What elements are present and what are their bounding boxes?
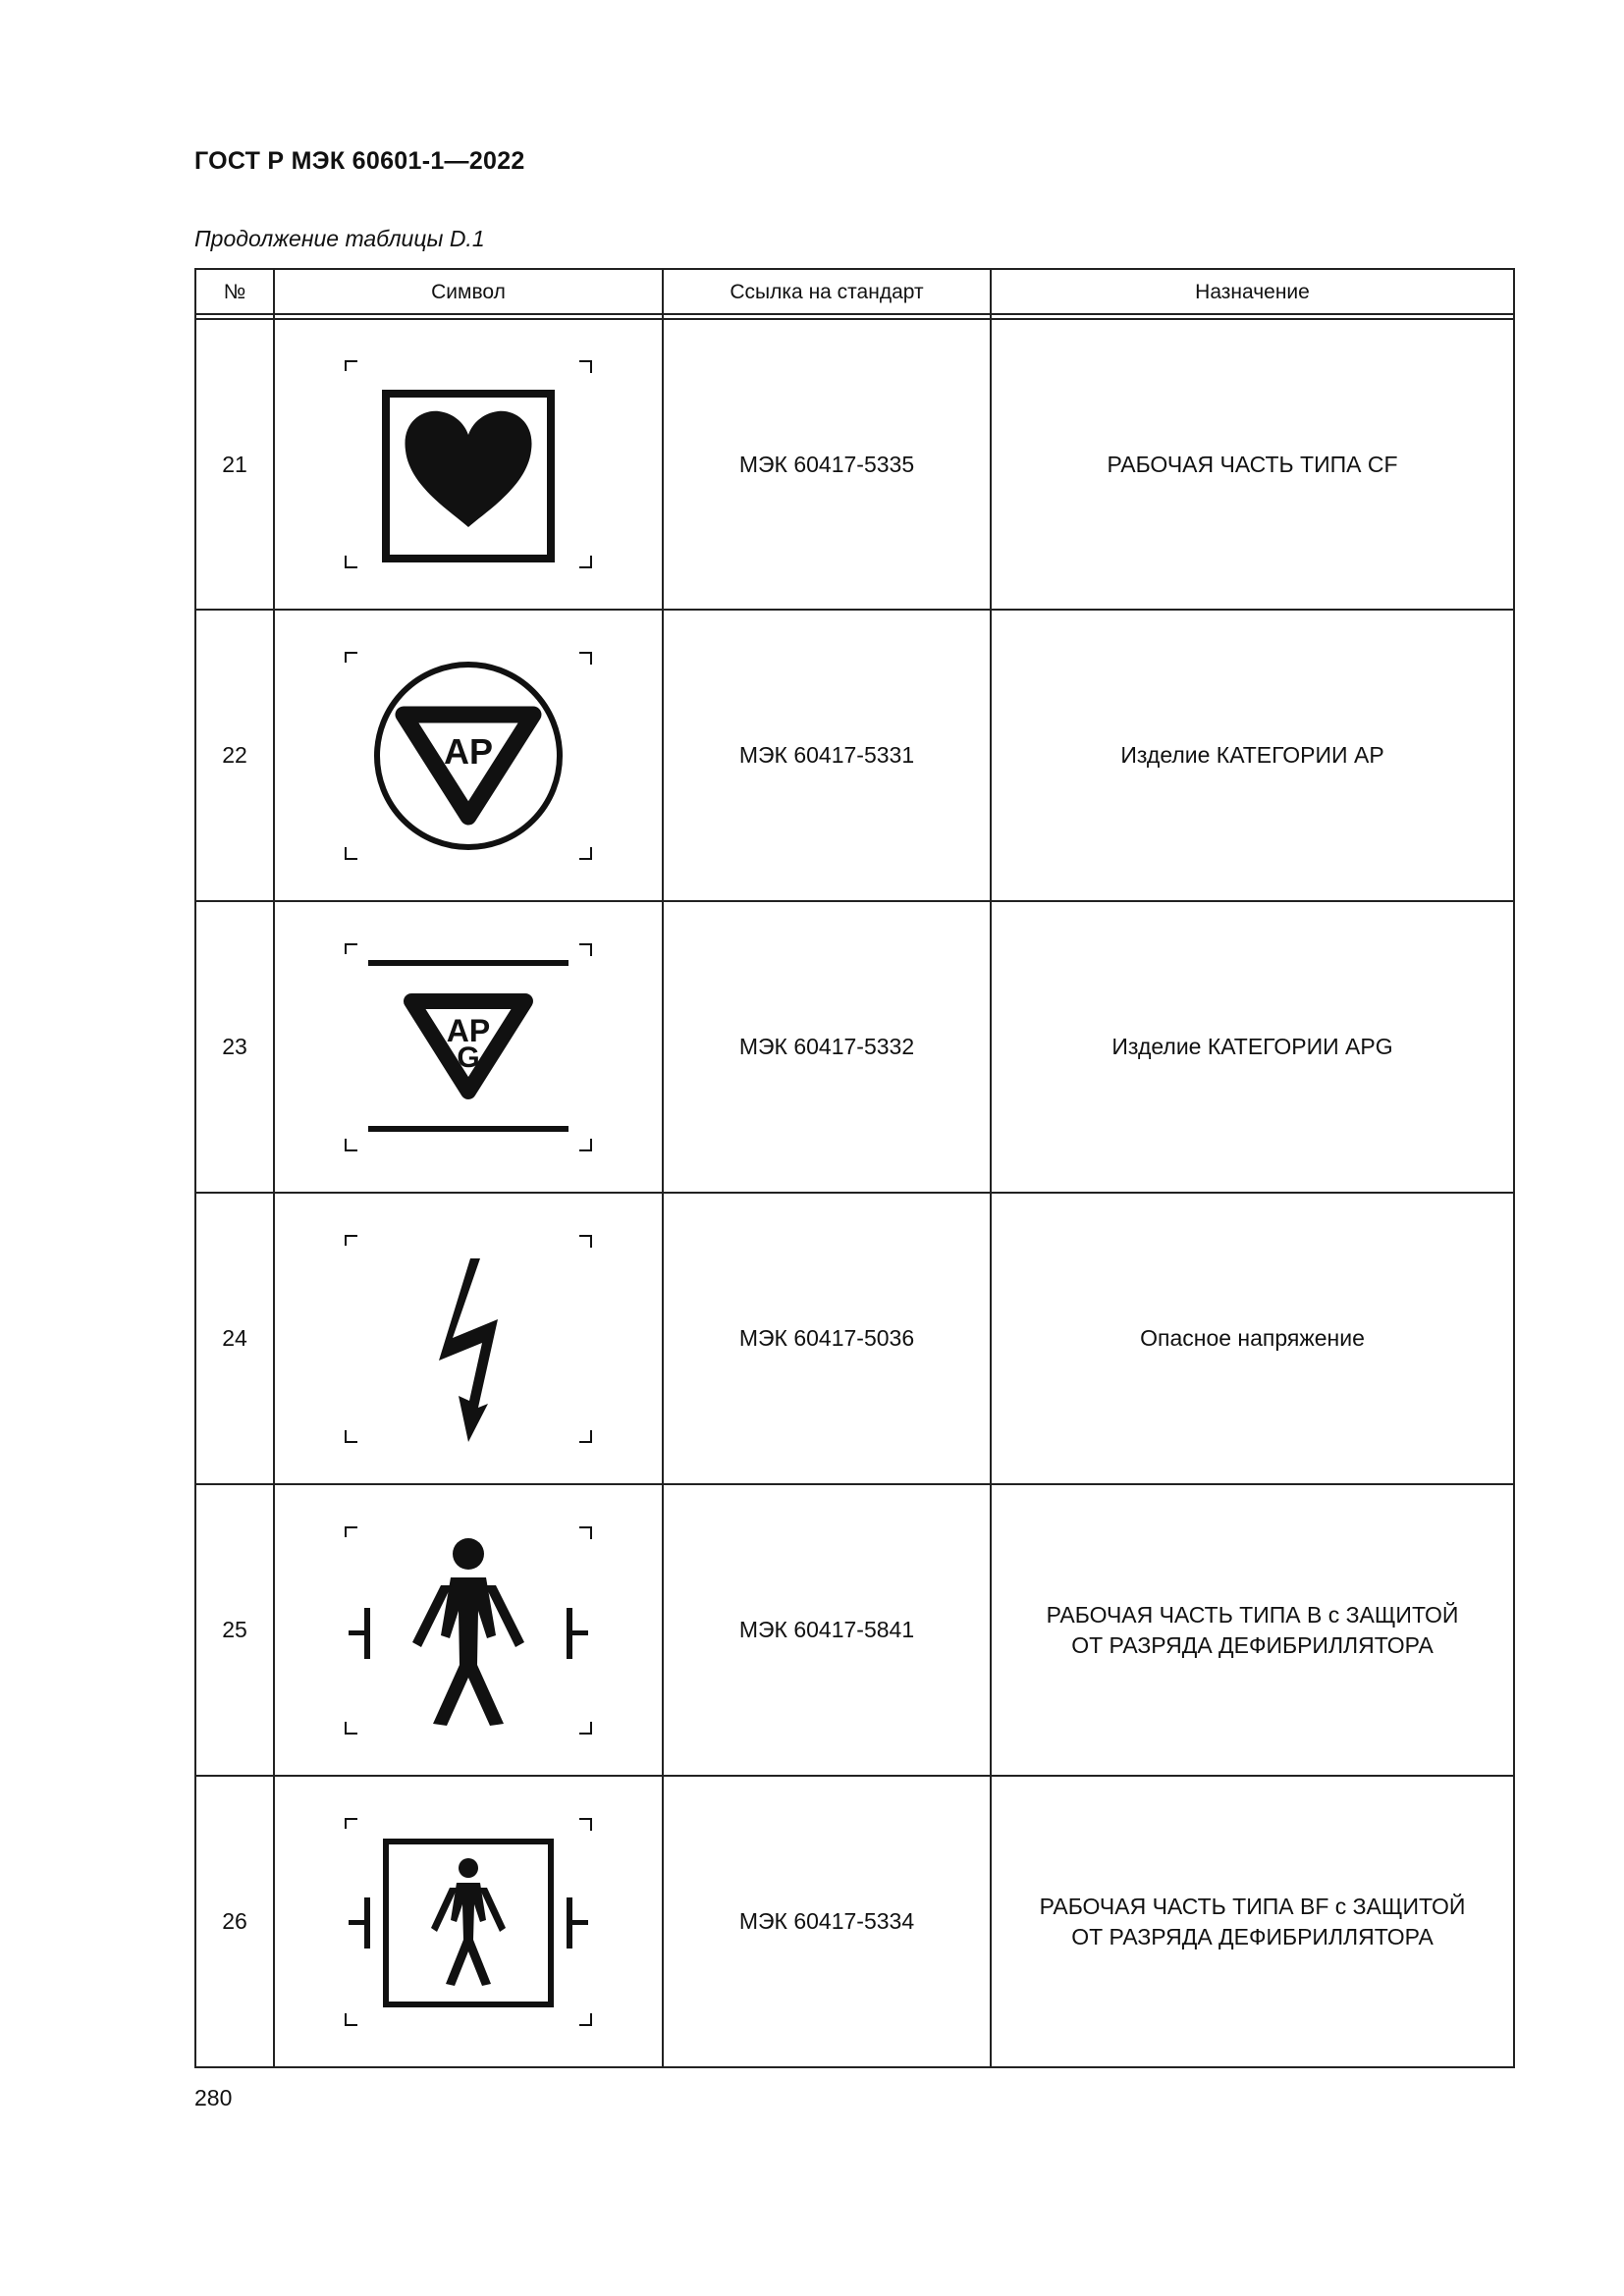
purpose-text: Изделие КАТЕГОРИИ AP <box>1120 742 1384 768</box>
symbol-cell <box>275 611 662 900</box>
standard-reference: МЭК 60417-5331 <box>738 742 915 768</box>
purpose-cell <box>992 1777 1513 2066</box>
symbol-label-bottom: G <box>457 1041 480 1074</box>
purpose-text-line-1: РАБОЧАЯ ЧАСТЬ ТИПА B с ЗАЩИТОЙ <box>1046 1601 1459 1628</box>
page-number: 280 <box>194 2085 233 2110</box>
purpose-text: РАБОЧАЯ ЧАСТЬ ТИПА CF <box>1107 451 1398 477</box>
symbols-table <box>194 268 1515 2068</box>
purpose-cell <box>992 611 1513 900</box>
purpose-text: Изделие КАТЕГОРИИ APG <box>1111 1034 1393 1059</box>
header-divider <box>196 313 1513 315</box>
purpose-text-line-2: ОТ РАЗРЯДА ДЕФИБРИЛЛЯТОРА <box>1071 1631 1434 1658</box>
purpose-text-line-1: РАБОЧАЯ ЧАСТЬ ТИПА BF с ЗАЩИТОЙ <box>1039 1893 1466 1919</box>
row-number: 24 <box>222 1325 247 1351</box>
symbol-cell <box>275 1194 662 1483</box>
column-header-reference: Ссылка на стандарт <box>730 280 924 303</box>
purpose-text-line-2: ОТ РАЗРЯДА ДЕФИБРИЛЛЯТОРА <box>1071 1923 1434 1949</box>
symbol-label-top: AP <box>446 1012 491 1048</box>
ap-triangle-in-circle-icon <box>321 628 616 883</box>
symbol-cell <box>275 320 662 609</box>
standard-reference: МЭК 60417-5841 <box>738 1617 915 1642</box>
row-number: 23 <box>222 1034 247 1059</box>
row-number: 21 <box>222 451 247 477</box>
row-number: 26 <box>222 1908 247 1934</box>
purpose-cell <box>992 1194 1513 1483</box>
document-title: ГОСТ Р МЭК 60601-1—2022 <box>194 147 525 175</box>
purpose-cell <box>992 1485 1513 1775</box>
column-header-symbol: Символ <box>431 280 506 303</box>
purpose-cell <box>992 320 1513 609</box>
standard-reference: МЭК 60417-5334 <box>738 1908 915 1934</box>
lightning-bolt-icon <box>321 1211 616 1467</box>
symbol-label: AP <box>443 730 494 772</box>
symbol-cell <box>275 1485 662 1775</box>
row-number: 25 <box>222 1617 247 1642</box>
person-in-square-with-defib-brackets-icon <box>321 1794 616 2050</box>
column-header-purpose: Назначение <box>1195 280 1310 303</box>
purpose-text: Опасное напряжение <box>1140 1325 1365 1351</box>
symbol-cell <box>275 1777 662 2066</box>
standard-reference: МЭК 60417-5332 <box>738 1034 915 1059</box>
row-number: 22 <box>222 742 247 768</box>
table-caption: Продолжение таблицы D.1 <box>194 226 485 251</box>
person-with-defib-brackets-icon <box>321 1503 616 1758</box>
standard-reference: МЭК 60417-5036 <box>738 1325 915 1351</box>
standard-reference: МЭК 60417-5335 <box>738 451 915 477</box>
purpose-cell <box>992 902 1513 1192</box>
symbol-cell <box>275 902 662 1192</box>
column-header-number: № <box>223 280 246 303</box>
apg-triangle-between-lines-icon <box>321 920 616 1175</box>
heart-in-square-icon <box>321 337 616 592</box>
